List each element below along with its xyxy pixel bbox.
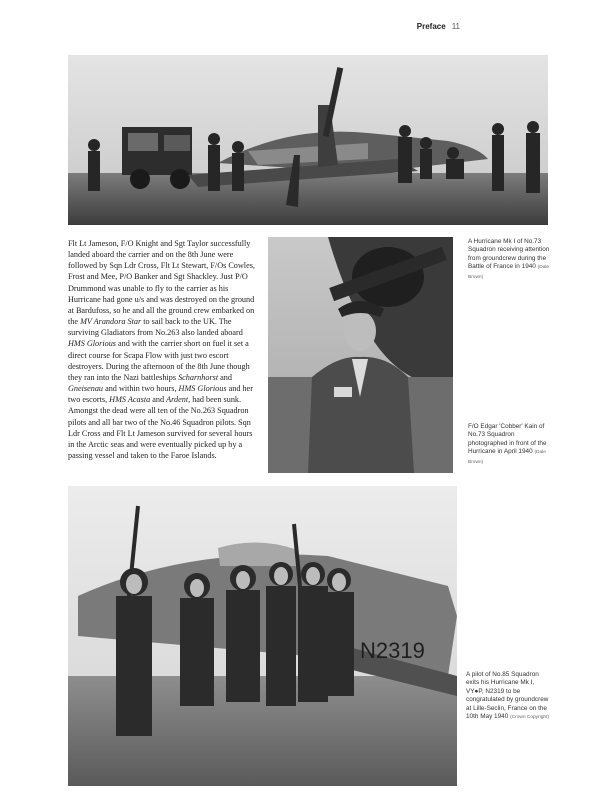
photo-pilot-portrait: [268, 237, 453, 473]
section-title: Preface: [416, 22, 446, 31]
caption-portrait-photo: [468, 423, 550, 467]
ship-name: MV Arandora Star: [80, 317, 142, 327]
page-number: 11: [451, 22, 460, 31]
photo-hurricane-groundcrew: [68, 55, 548, 225]
body-text-segment: and: [150, 395, 167, 405]
body-text-segment: , had been sunk. Amongst the dead were all ten of the No.263 Squadron pilots and all bar two of the No.46 Squadron pilots. Sqn Ldr Cross and Flt Lt Jameson survived for several hours in the Arctic seas and were eventually picked up by a passing vessel and taken to the Faroe Islands.: [68, 395, 253, 460]
photo-pilot-congratulated: [68, 486, 457, 786]
body-text-segment: and with the carrier short on fuel it set a direct course for Scapa Flow with just two escort destroyers. During the afternoon of the 8th June though they ran into the Nazi battleships: [68, 339, 250, 382]
body-paragraph: [68, 238, 258, 461]
ship-name: HMS Glorious: [68, 339, 116, 349]
photo-credit: (Crown Copyright): [510, 715, 549, 721]
photo-credit: (Dale Brown): [468, 265, 550, 280]
caption-text: F/O Edgar 'Cobber' Kain of No.73 Squadron photographed in front of the Hurricane in April 1940: [468, 423, 547, 456]
ship-name: HMS Glorious: [178, 384, 227, 394]
body-text-segment: and within two hours,: [103, 384, 179, 394]
aircraft-serial: N2319: [360, 638, 425, 663]
ship-name: Gneisenau: [68, 384, 104, 394]
ship-name: HMS Acasta: [109, 395, 151, 405]
photo-credit: (Dale Brown): [468, 450, 546, 465]
ship-name: Scharnhorst: [178, 372, 219, 382]
running-header: [417, 22, 460, 31]
body-text-segment: Flt Lt Jameson, F/O Knight and Sgt Taylor successfully landed aboard the carrier and on the 8th June were followed by Sqn Ldr Cross, Flt Lt Stewart, F/Os Cowles, Frost and Mee, P/O Banker and Sgt Shackley. Just P/O Drummond was unable to fly to the carrier as his Hurricane had gone u/s and was destroyed on the ground at Bardufoss, so he and all the ground crew embarked on the: [68, 239, 255, 327]
body-text-segment: to sail back to the UK. The surviving Gladiators from No.263 also landed aboard: [68, 317, 243, 338]
body-text-segment: and her two escorts,: [68, 384, 253, 405]
body-text-segment: and: [218, 372, 232, 382]
caption-text: A pilot of No.85 Squadron exits his Hurricane Mk I, VY●P, N2319 to be congratulated by groundcrew at Lille-Seclin, France on the 10th May 1940: [466, 671, 549, 721]
ship-name: Ardent: [166, 395, 189, 405]
caption-top-photo: [468, 238, 550, 282]
caption-bottom-photo: [466, 671, 552, 722]
caption-text: A Hurricane Mk I of No.73 Squadron receiving attention from groundcrew during the Battle of France in 1940: [468, 238, 550, 271]
